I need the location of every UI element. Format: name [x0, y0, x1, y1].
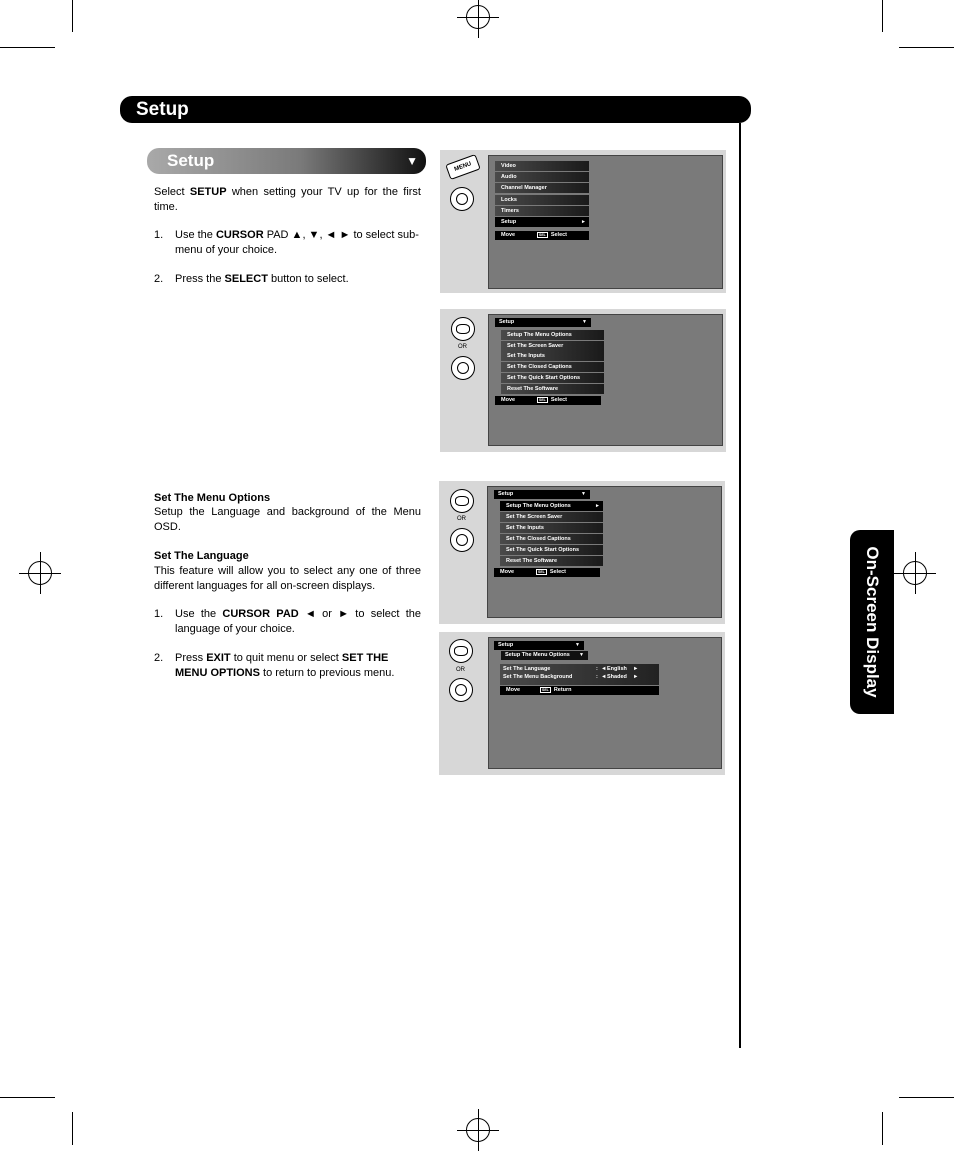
- select-button-icon: [451, 317, 475, 341]
- crop-mark: [899, 1097, 954, 1098]
- tv-screen: [488, 155, 723, 289]
- language-heading: Set The Language: [154, 550, 249, 562]
- osd-panel-main-menu: [440, 150, 726, 293]
- menu-options-heading: Set The Menu Options: [154, 492, 271, 504]
- crop-mark: [0, 1097, 55, 1098]
- osd-header: Setup ▼: [495, 318, 591, 327]
- background-value: Shaded: [607, 674, 627, 680]
- osd-footer: Move SEL Select: [495, 396, 601, 405]
- step-item: 1. Use the CURSOR PAD ◄ or ► to select the language of your choice.: [154, 608, 422, 635]
- section-title-text: Setup: [167, 151, 215, 170]
- crop-mark: [72, 0, 73, 32]
- crop-mark: [0, 47, 55, 48]
- background-row: Set The Menu Background : ◄ Shaded ►: [503, 674, 639, 680]
- menu-item-locks: Locks: [495, 195, 589, 205]
- arrow-right-icon: ►: [581, 219, 586, 225]
- crop-mark: [882, 0, 883, 32]
- osd-panel-menu-options: [439, 481, 725, 624]
- menu-item: Set The Closed Captions: [500, 534, 603, 544]
- language-row: Set The Language : ◄ English ►: [503, 666, 639, 672]
- cursor-pad-icon: [451, 356, 475, 380]
- select-button-icon: [450, 489, 474, 513]
- osd-submenu-header: Setup The Menu Options ▼: [501, 651, 588, 660]
- arrow-right-icon: ►: [633, 666, 639, 672]
- osd-footer: Move SEL Return: [500, 686, 659, 695]
- crop-mark: [72, 1112, 73, 1145]
- menu-item-selected: Setup The Menu Options ►: [500, 501, 603, 511]
- arrow-down-icon: ▼: [582, 319, 587, 325]
- tv-screen: [488, 637, 722, 769]
- cursor-pad-icon: [450, 187, 474, 211]
- section-title: [147, 148, 426, 174]
- divider: [739, 123, 741, 1048]
- arrow-down-icon: ▼: [581, 491, 586, 497]
- arrow-left-icon: ◄: [601, 674, 607, 680]
- registration-mark-icon: [28, 561, 52, 585]
- registration-mark-icon: [903, 561, 927, 585]
- menu-item-channel-manager: Channel Manager: [495, 183, 589, 193]
- osd-header: Setup ▼: [494, 641, 584, 650]
- arrow-down-icon: ▼: [575, 642, 580, 648]
- menu-item: Set The Inputs: [501, 351, 604, 361]
- menu-item: Set The Quick Start Options: [500, 545, 603, 555]
- language-value: English: [607, 666, 627, 672]
- tv-screen: [488, 314, 723, 446]
- menu-item: Set The Closed Captions: [501, 362, 604, 372]
- crop-mark: [882, 1112, 883, 1145]
- arrow-right-icon: ►: [595, 503, 600, 509]
- menu-item: Set The Inputs: [500, 523, 603, 533]
- move-hint: Move: [500, 569, 515, 575]
- menu-options-desc: Setup the Language and background of the Menu OSD.: [154, 506, 421, 533]
- osd-footer: Move SEL Select: [495, 231, 589, 240]
- menu-item-setup: Setup ►: [495, 217, 589, 227]
- registration-mark-icon: [466, 5, 490, 29]
- or-label: OR: [457, 516, 466, 522]
- menu-item: Set The Quick Start Options: [501, 373, 604, 383]
- move-hint: Move: [501, 232, 516, 238]
- menu-item: Reset The Software: [501, 384, 604, 394]
- arrow-right-icon: ►: [633, 674, 639, 680]
- arrow-down-icon: ▼: [579, 652, 584, 658]
- page-title: Setup: [120, 96, 751, 123]
- osd-panel-setup-menu: [440, 309, 726, 452]
- tv-screen: [487, 486, 722, 618]
- cursor-pad-icon: [450, 528, 474, 552]
- language-desc: This feature will allow you to select any one of three different languages for all on-screen displays.: [154, 565, 421, 592]
- step-item: 2. Press the SELECT button to select.: [154, 273, 349, 285]
- menu-item: Set The Screen Saver: [501, 341, 604, 351]
- menu-item-audio: Audio: [495, 172, 589, 182]
- menu-item-timers: Timers: [495, 206, 589, 216]
- select-button-icon: [449, 639, 473, 663]
- move-hint: Move: [506, 687, 521, 693]
- osd-footer: Move SEL Select: [494, 568, 600, 577]
- move-hint: Move: [501, 397, 516, 403]
- step-item: 1. Use the CURSOR PAD ▲, ▼, ◄ ► to select sub-menu of your choice.: [154, 229, 419, 256]
- menu-item: Set The Screen Saver: [500, 512, 603, 522]
- menu-item: Reset The Software: [500, 556, 603, 566]
- cursor-pad-icon: [449, 678, 473, 702]
- step-item: 2. Press EXIT to quit menu or select SET THE MENU OPTIONS to return to previous menu.: [154, 652, 395, 679]
- side-tab: [850, 530, 894, 714]
- menu-item-video: Video: [495, 161, 589, 171]
- side-tab-label: On-Screen Display: [863, 546, 882, 698]
- triangle-down-icon: ▼: [406, 154, 418, 168]
- crop-mark: [899, 47, 954, 48]
- osd-panel-language: [439, 632, 725, 775]
- or-label: OR: [458, 344, 467, 350]
- arrow-left-icon: ◄: [601, 666, 607, 672]
- osd-header: Setup ▼: [494, 490, 590, 499]
- menu-item: Setup The Menu Options: [501, 330, 604, 340]
- intro-text: Select SETUP when setting your TV up for the first time.: [154, 186, 421, 213]
- menu-button-icon: MENU: [445, 154, 481, 180]
- registration-mark-icon: [466, 1118, 490, 1142]
- or-label: OR: [456, 667, 465, 673]
